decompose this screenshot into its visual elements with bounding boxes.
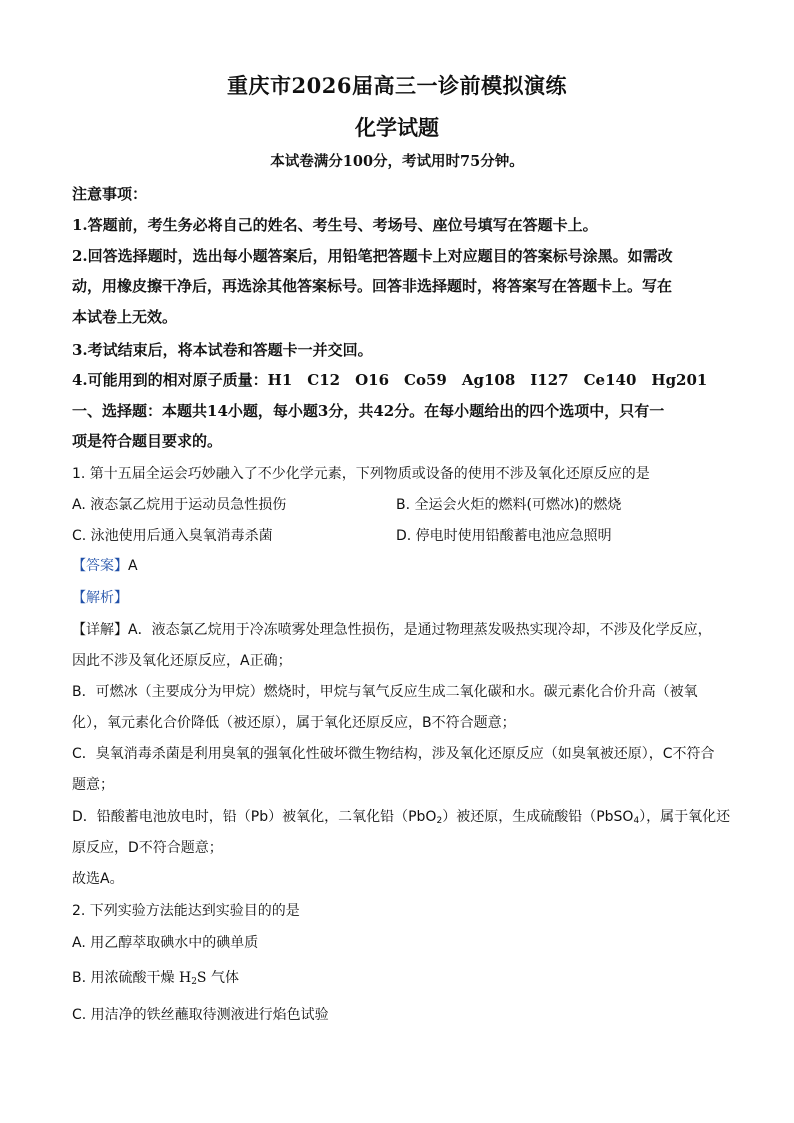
notice-item-4: 4.可能用到的相对原子质量：H1 C12 O16 Co59 Ag108 I127 Ce140 Hg201 (72, 371, 708, 389)
question-1-option-a: A. 液态氯乙烷用于运动员急性损伤 (72, 497, 287, 513)
notice-item-3: 3.考试结束后，将本试卷和答题卡一并交回。 (72, 341, 373, 359)
question-2-option-c: C. 用洁净的铁丝蘸取待测液进行焰色试验 (72, 1007, 329, 1023)
subscript-2: 2 (436, 816, 443, 826)
section-heading-line-2: 项是符合题目要求的。 (72, 432, 223, 450)
explanation-d-part-3: ），属于氧化还 (639, 809, 731, 825)
explanation-d-line-1 (72, 806, 731, 826)
formula-h: H (178, 970, 192, 986)
option-b-prefix: B. 用浓硫酸干燥 (72, 970, 179, 986)
question-1-stem: 1. 第十五届全运会巧妙融入了不少化学元素，下列物质或设备的使用不涉及氧化还原反应的是 (72, 466, 650, 482)
formula-s: S (196, 970, 207, 986)
exam-title: 重庆市2026届高三一诊前模拟演练 (227, 73, 567, 98)
explanation-d-part-2: ）被还原，生成硫酸铅（PbSO (442, 809, 634, 825)
explanation-b-line-1: B．可燃冰（主要成分为甲烷）燃烧时，甲烷与氧气反应生成二氧化碳和水。碳元素化合价升高（被氧 (72, 684, 698, 700)
question-1-option-b: B. 全运会火炬的燃料(可燃冰)的燃烧 (396, 497, 622, 513)
question-2-option-b (72, 967, 239, 987)
explanation-a-line-1 (72, 619, 712, 639)
explanation-c-line-2: 题意； (72, 777, 114, 793)
notice-heading: 注意事项： (72, 185, 148, 203)
answer-row (72, 555, 138, 575)
explanation-c-line-1: C．臭氧消毒杀菌是利用臭氧的强氧化性破坏微生物结构，涉及氧化还原反应（如臭氧被还原），C不符合 (72, 746, 715, 762)
subject-title: 化学试题 (355, 115, 439, 140)
section-heading-line-1: 一、选择题：本题共14小题，每小题3分，共42分。在每小题给出的四个选项中，只有一 (72, 402, 665, 420)
explanation-a-line-2: 因此不涉及氧化还原反应，A正确； (72, 653, 292, 669)
explanation-d-part-1: D．铅酸蓄电池放电时，铅（Pb）被氧化，二氧化铅（PbO (72, 809, 437, 825)
answer-value: A (128, 558, 138, 574)
explanation-b-line-2: 化），氧元素化合价降低（被还原），属于氧化还原反应，B不符合题意； (72, 715, 516, 731)
answer-tag: 【答案】 (72, 558, 128, 574)
conclusion: 故选A。 (72, 871, 124, 887)
question-2-stem: 2. 下列实验方法能达到实验目的的是 (72, 903, 300, 919)
question-1-option-c: C. 泳池使用后通入臭氧消毒杀菌 (72, 528, 273, 544)
subscript-4: 4 (633, 816, 640, 826)
detail-tag: 【详解】 (72, 622, 128, 638)
notice-item-2-line-3: 本试卷上无效。 (72, 308, 178, 326)
notice-item-2-line-1: 2.回答选择题时，选出每小题答案后，用铅笔把答题卡上对应题目的答案标号涂黑。如需改 (72, 247, 673, 265)
explanation-d-line-2: 原反应，D不符合题意； (72, 840, 223, 856)
formula-subscript: 2 (191, 977, 197, 987)
question-2-option-a: A. 用乙醇萃取碘水中的碘单质 (72, 935, 259, 951)
exam-info: 本试卷满分100分，考试用时75分钟。 (270, 153, 524, 170)
analysis-row (72, 587, 128, 607)
explanation-a-text: A．液态氯乙烷用于冷冻喷雾处理急性损伤，是通过物理蒸发吸热实现冷却，不涉及化学反应， (128, 622, 712, 638)
notice-item-1: 1.答题前，考生务必将自己的姓名、考生号、考场号、座位号填写在答题卡上。 (72, 216, 598, 234)
option-b-suffix: 气体 (206, 970, 239, 986)
question-1-option-d: D. 停电时使用铅酸蓄电池应急照明 (396, 528, 612, 544)
notice-item-2-line-2: 动，用橡皮擦干净后，再选涂其他答案标号。回答非选择题时，将答案写在答题卡上。写在 (72, 277, 673, 295)
analysis-tag: 【解析】 (72, 590, 128, 606)
